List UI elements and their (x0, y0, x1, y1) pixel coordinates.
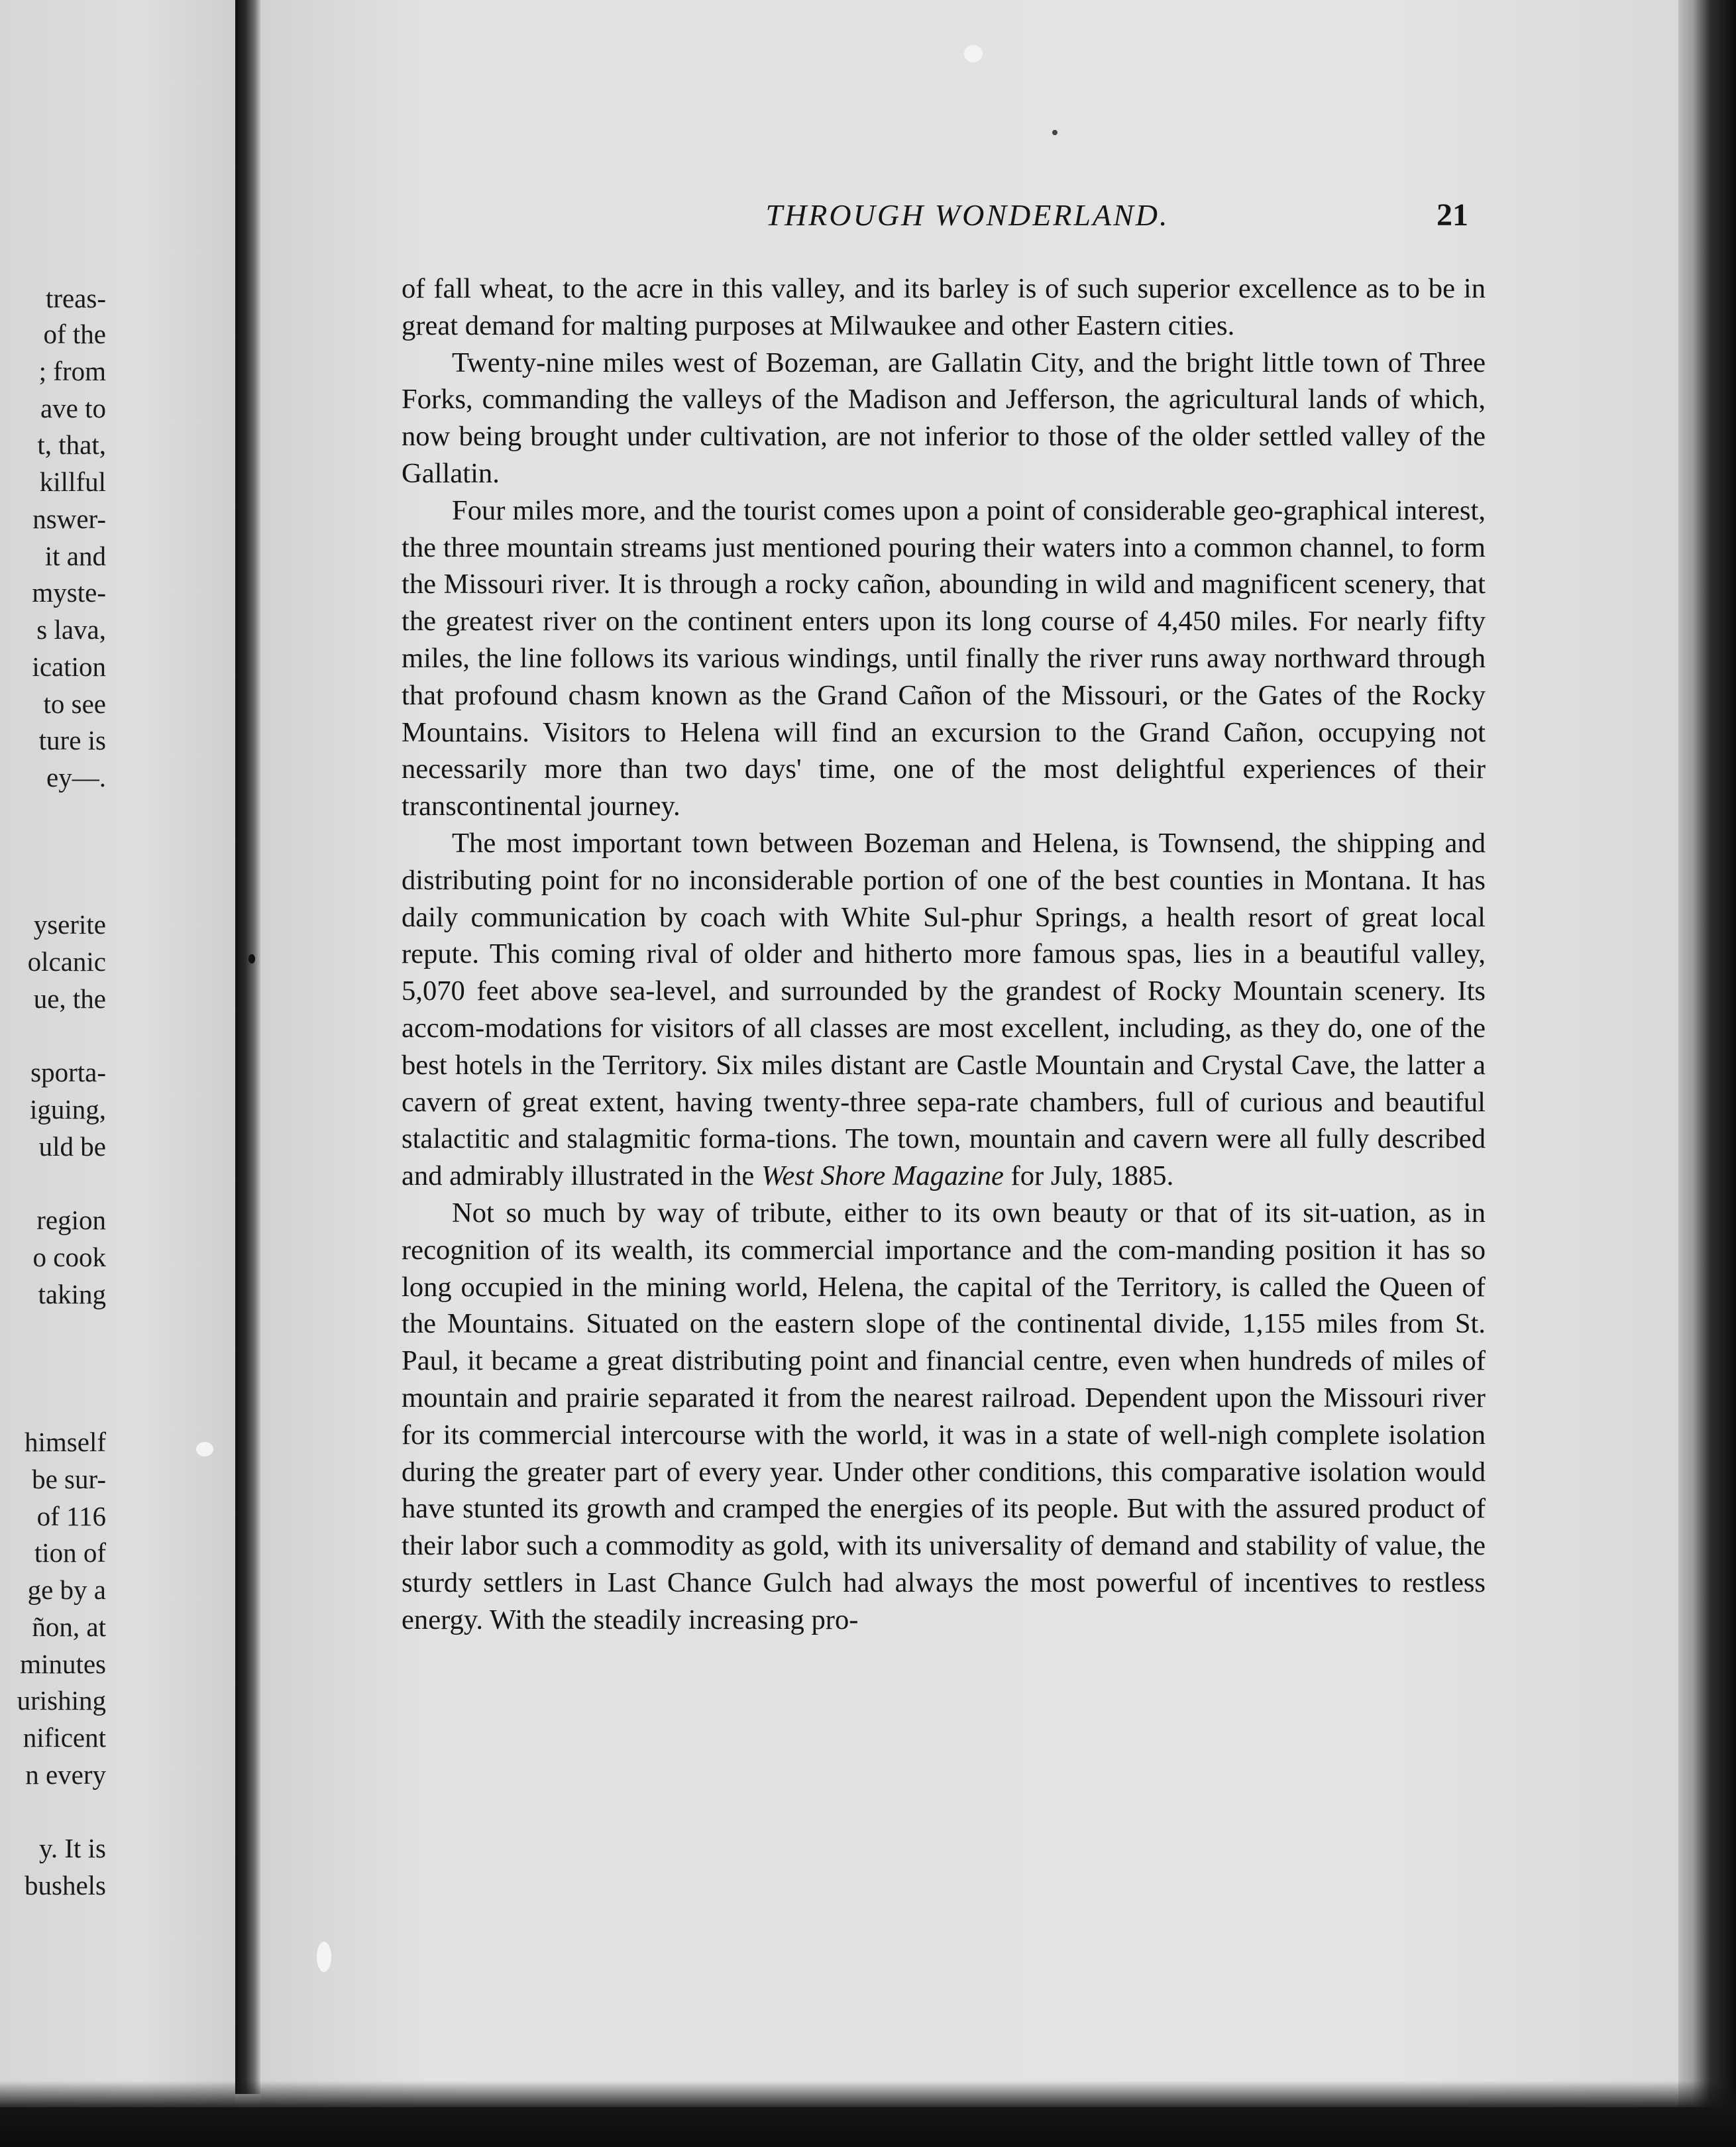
left-page-fragment: himself (25, 1427, 106, 1457)
magazine-title: West Shore Magazine (761, 1160, 1004, 1192)
left-page-fragment: ue, the (33, 983, 106, 1014)
left-page-fragment: t, that, (37, 429, 106, 460)
left-page-fragment: ey—. (46, 762, 106, 793)
left-page-fragment: of 116 (36, 1501, 106, 1531)
book-gutter (235, 0, 260, 2094)
left-page-fragment: minutes (20, 1649, 106, 1679)
page-number: 21 (1437, 197, 1468, 233)
running-head: THROUGH WONDERLAND. (765, 198, 1169, 232)
left-page-fragment: iguing, (29, 1094, 106, 1125)
left-page-fragment: s lava, (36, 614, 106, 645)
left-page-fragment: yserite (33, 909, 106, 940)
left-page-fragment: ; from (38, 356, 106, 386)
townsend-date: for July, 1885. (1003, 1160, 1174, 1192)
paragraph-continued: of fall wheat, to the acre in this valley, and its barley is of such superior excellence as to be in great demand for malting purposes at Milwaukee and other Eastern cities. (402, 273, 1486, 341)
paragraph-townsend (402, 825, 1486, 1195)
left-page-fragment: to see (43, 688, 106, 719)
left-page-fragment: ñon, at (32, 1612, 106, 1642)
left-page-fragment: sporta- (30, 1057, 106, 1087)
scan-speck (248, 954, 255, 963)
left-page-fragment: tion of (34, 1537, 106, 1568)
paragraph-three-forks: Twenty-nine miles west of Bozeman, are Gallatin City, and the bright little town of Three Forks, commanding the valleys of the Madison and Jefferson, the agricultural lands of which, now being brought under cultivation, are not inferior to those of the older settled valley of the Gallatin. (402, 347, 1486, 489)
paragraph-helena: Not so much by way of tribute, either to its own beauty or that of its sit-uation, as in recognition of its wealth, its commercial importance and the com-manding position it has so long occupied in the mining world, Helena, the capital of the Territory, is called the Queen of the Mountains. Situated on the eastern slope of the continental divide, 1,155 miles from St. Paul, it became a great distributing point and financial centre, even when hundreds of miles of mountain and prairie separated it from the nearest railroad. Dependent upon the Missouri river for its commercial intercourse with the world, it was in a state of well-nigh complete isolation during the greater part of every year. Under other conditions, this comparative isolation would have stunted its growth and cramped the energies of its people. But with the assured product of their labor such a commodity as gold, with its universality of demand and stability of value, the sturdy settlers in Last Chance Gulch had always the most powerful of incentives to restless energy. With the steadily increasing pro- (402, 1197, 1486, 1635)
left-page (0, 0, 235, 2107)
scan-speck (1052, 130, 1058, 135)
left-page-fragment: olcanic (27, 946, 106, 977)
left-page-fragment: uld be (38, 1131, 106, 1162)
left-page-fragment: of the (43, 319, 106, 349)
left-page-fragment: nificent (23, 1722, 106, 1753)
left-page-fragment: killful (39, 467, 106, 497)
left-page-fragment: taking (38, 1279, 106, 1309)
left-page-fragment: treas- (45, 283, 106, 313)
left-page-fragment: urishing (17, 1685, 106, 1716)
left-page-fragment: nswer- (32, 504, 106, 534)
paragraph-missouri: Four miles more, and the tourist comes upon a point of considerable geo-graphical interest, the three mountain streams just mentioned pouring their waters into a common channel, to form the Missouri river. It is through a rocky cañon, abounding in wild and magnificent scenery, that the greatest river on the continent enters upon its long course of 4,450 miles. For nearly fifty miles, the line follows its various windings, until finally the river runs away northward through that profound chasm known as the Grand Cañon of the Missouri, or the Gates of the Rocky Mountains. Visitors to Helena will find an excursion to the Grand Cañon, occupying not necessarily more than two days' time, one of the most delightful experiences of their transcontinental journey. (402, 494, 1486, 822)
scan-speck (196, 1442, 213, 1457)
left-page-fragment: myste- (32, 577, 106, 608)
left-page-fragment: be sur- (32, 1464, 106, 1494)
left-page-fragment: ave to (40, 393, 106, 423)
left-page-fragment: ge by a (27, 1574, 106, 1605)
scan-speck (317, 1942, 331, 1972)
left-page-fragment: o cook (32, 1242, 106, 1272)
left-page-fragment: ture is (38, 725, 106, 755)
left-page-fragment: bushels (25, 1870, 106, 1900)
page-edge (1678, 0, 1736, 2107)
scan-speck (964, 45, 983, 62)
townsend-text: The most important town between Bozeman and Helena, is Townsend, the shipping and distributing point for no inconsiderable portion of one of the best counties in Montana. It has daily communication by coach with White Sul-phur Springs, a health resort of great local repute. This coming rival of older and hitherto more famous spas, lies in a beautiful valley, 5,070 feet above sea-level, and surrounded by the grandest of Rocky Mountain scenery. Its accom-modations for visitors of all classes are most excellent, including, as they do, one of the best hotels in the Territory. Six miles distant are Castle Mountain and Crystal Cave, the latter a cavern of great extent, having twenty-three sepa-rate chambers, full of curious and beautiful stalactitic and stalagmitic forma-tions. The town, mountain and cavern were all fully described and admirably illustrated in the (402, 827, 1486, 1192)
left-page-fragment: n every (25, 1759, 106, 1790)
body-text (402, 270, 1486, 1638)
bottom-shadow (0, 2081, 1736, 2147)
left-page-fragment: ication (32, 651, 106, 682)
left-page-fragment: y. It is (39, 1833, 106, 1863)
left-page-fragment: it and (44, 541, 106, 571)
left-page-fragment: region (36, 1205, 106, 1235)
